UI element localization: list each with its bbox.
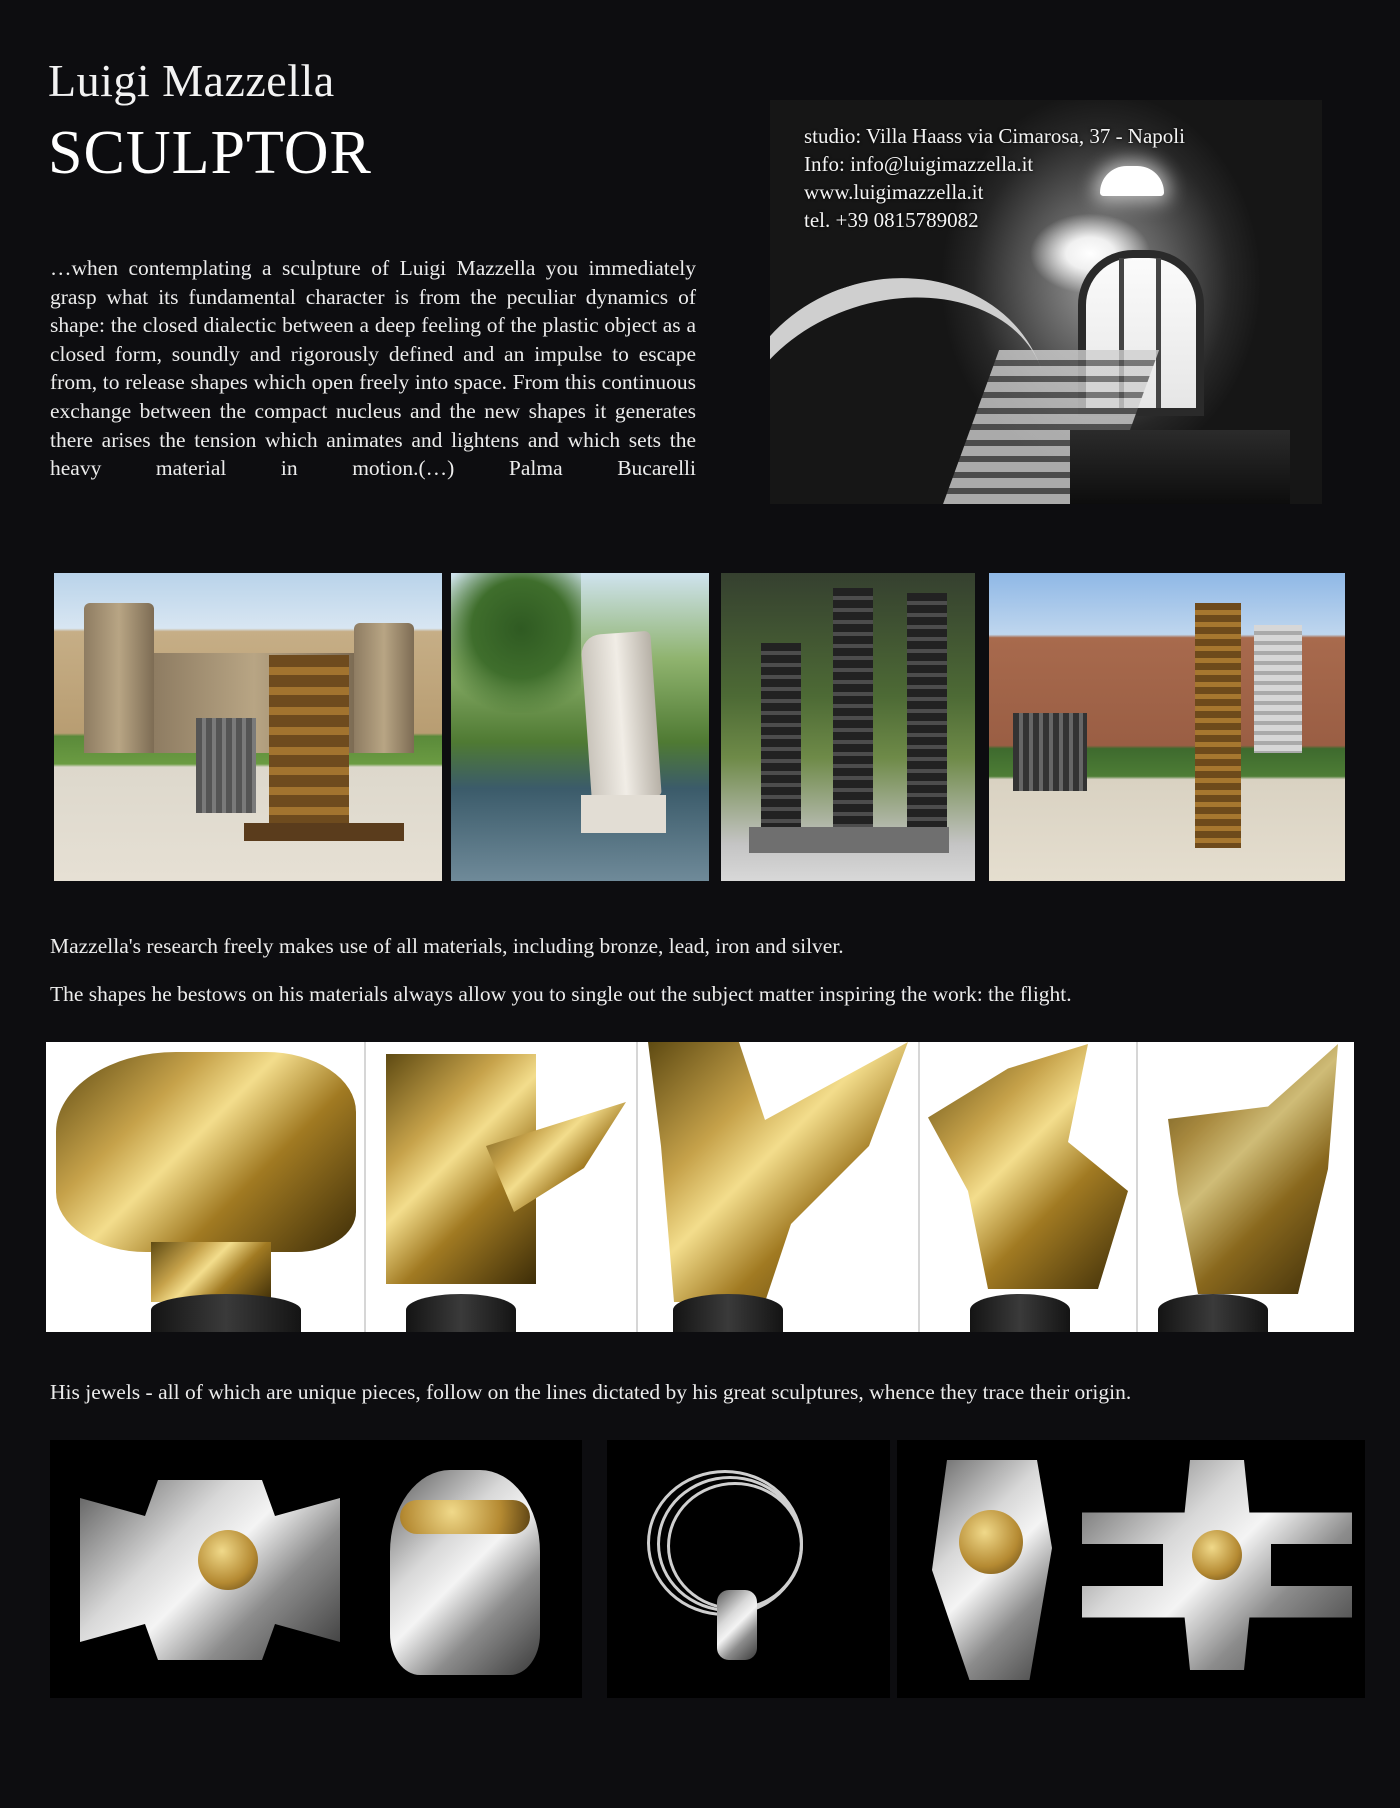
bangle-charm — [717, 1590, 757, 1660]
gold-face-eye — [959, 1510, 1023, 1574]
bronze-sculpture-4 — [920, 1042, 1138, 1332]
columns-plinth — [749, 827, 949, 853]
sculpture-bronze-panel — [269, 655, 349, 825]
plinth-5 — [1158, 1294, 1268, 1332]
sculpture-column-1 — [761, 643, 801, 833]
plinth-2 — [406, 1294, 516, 1332]
plinth-1 — [151, 1294, 301, 1332]
bronze-sculpture-2 — [366, 1042, 638, 1332]
castle-tower-left — [84, 603, 154, 753]
photo-castle-sculptures — [54, 573, 442, 881]
city-tower-building — [1254, 625, 1302, 753]
artist-title: SCULPTOR — [48, 119, 372, 187]
quote-text: …when contemplating a sculpture of Luigi Mazzella you immediately grasp what its fundamental character is from the peculiar dynamics of shape: the closed dialectic between a deep feeling of the plastic object as a closed form, soundly and rigorously defined and an impulse to escape from, to release shapes which open freely into space. From this continuous exchange between the compact nucleus and the new shapes it generates there arises the tension which animates and lightens and which sets the heavy material in motion.(…) Palma Bucarelli — [50, 256, 696, 481]
sculpture-lead-block-2 — [1013, 713, 1087, 791]
sculpture-column-2 — [833, 588, 873, 833]
plinth-4 — [970, 1294, 1070, 1332]
bronze-sculpture-1 — [46, 1042, 366, 1332]
bronze-form-1 — [56, 1052, 356, 1252]
jewels-photo-1 — [50, 1440, 582, 1698]
castle-tower-right — [354, 623, 414, 753]
gold-cross-detail — [1192, 1530, 1242, 1580]
sculpture-base — [244, 823, 404, 841]
plinth-3 — [673, 1294, 783, 1332]
jewels-text: His jewels - all of which are unique pieces, follow on the lines dictated by his great sculptures, whence they trace their origin. — [50, 1380, 1132, 1404]
materials-text: Mazzella's research freely makes use of all materials, including bronze, lead, iron and silver. — [50, 934, 844, 958]
photo-garden-marble — [451, 573, 709, 881]
bronze-sculptures-strip — [46, 1042, 1354, 1332]
bronze-form-5 — [1148, 1044, 1348, 1294]
bronze-sculpture-5 — [1138, 1042, 1354, 1332]
bronze-form-3 — [648, 1042, 908, 1302]
gold-mask-detail — [400, 1500, 530, 1534]
marble-base — [581, 795, 666, 833]
studio-photo — [770, 100, 1322, 504]
artist-name: Luigi Mazzella — [48, 55, 335, 106]
bronze-sculpture-3 — [638, 1042, 920, 1332]
photo-city-square — [989, 573, 1345, 881]
shapes-text: The shapes he bestows on his materials always allow you to single out the subject matter inspiring the work: the flight. — [50, 982, 1072, 1006]
sculpture-lead-block — [196, 718, 256, 813]
gold-center-stone — [198, 1530, 258, 1590]
sculpture-marble — [580, 631, 661, 800]
studio-phone: tel. +39 0815789082 — [804, 208, 979, 232]
studio-email[interactable]: Info: info@luigimazzella.it — [804, 152, 1034, 176]
jewels-photo-2 — [607, 1440, 890, 1698]
sculpture-bronze-column — [1195, 603, 1241, 848]
studio-website[interactable]: www.luigimazzella.it — [804, 180, 984, 204]
studio-address: studio: Villa Haass via Cimarosa, 37 - Napoli — [804, 124, 1185, 148]
bronze-form-4 — [928, 1044, 1128, 1289]
sculpture-column-3 — [907, 593, 947, 833]
palm-foliage — [451, 573, 581, 713]
photo-three-columns — [721, 573, 975, 881]
bronze-neck-1 — [151, 1242, 271, 1302]
studio-contact-info — [804, 122, 1185, 234]
studio-workbench — [1070, 430, 1290, 504]
jewels-photo-3 — [897, 1440, 1365, 1698]
